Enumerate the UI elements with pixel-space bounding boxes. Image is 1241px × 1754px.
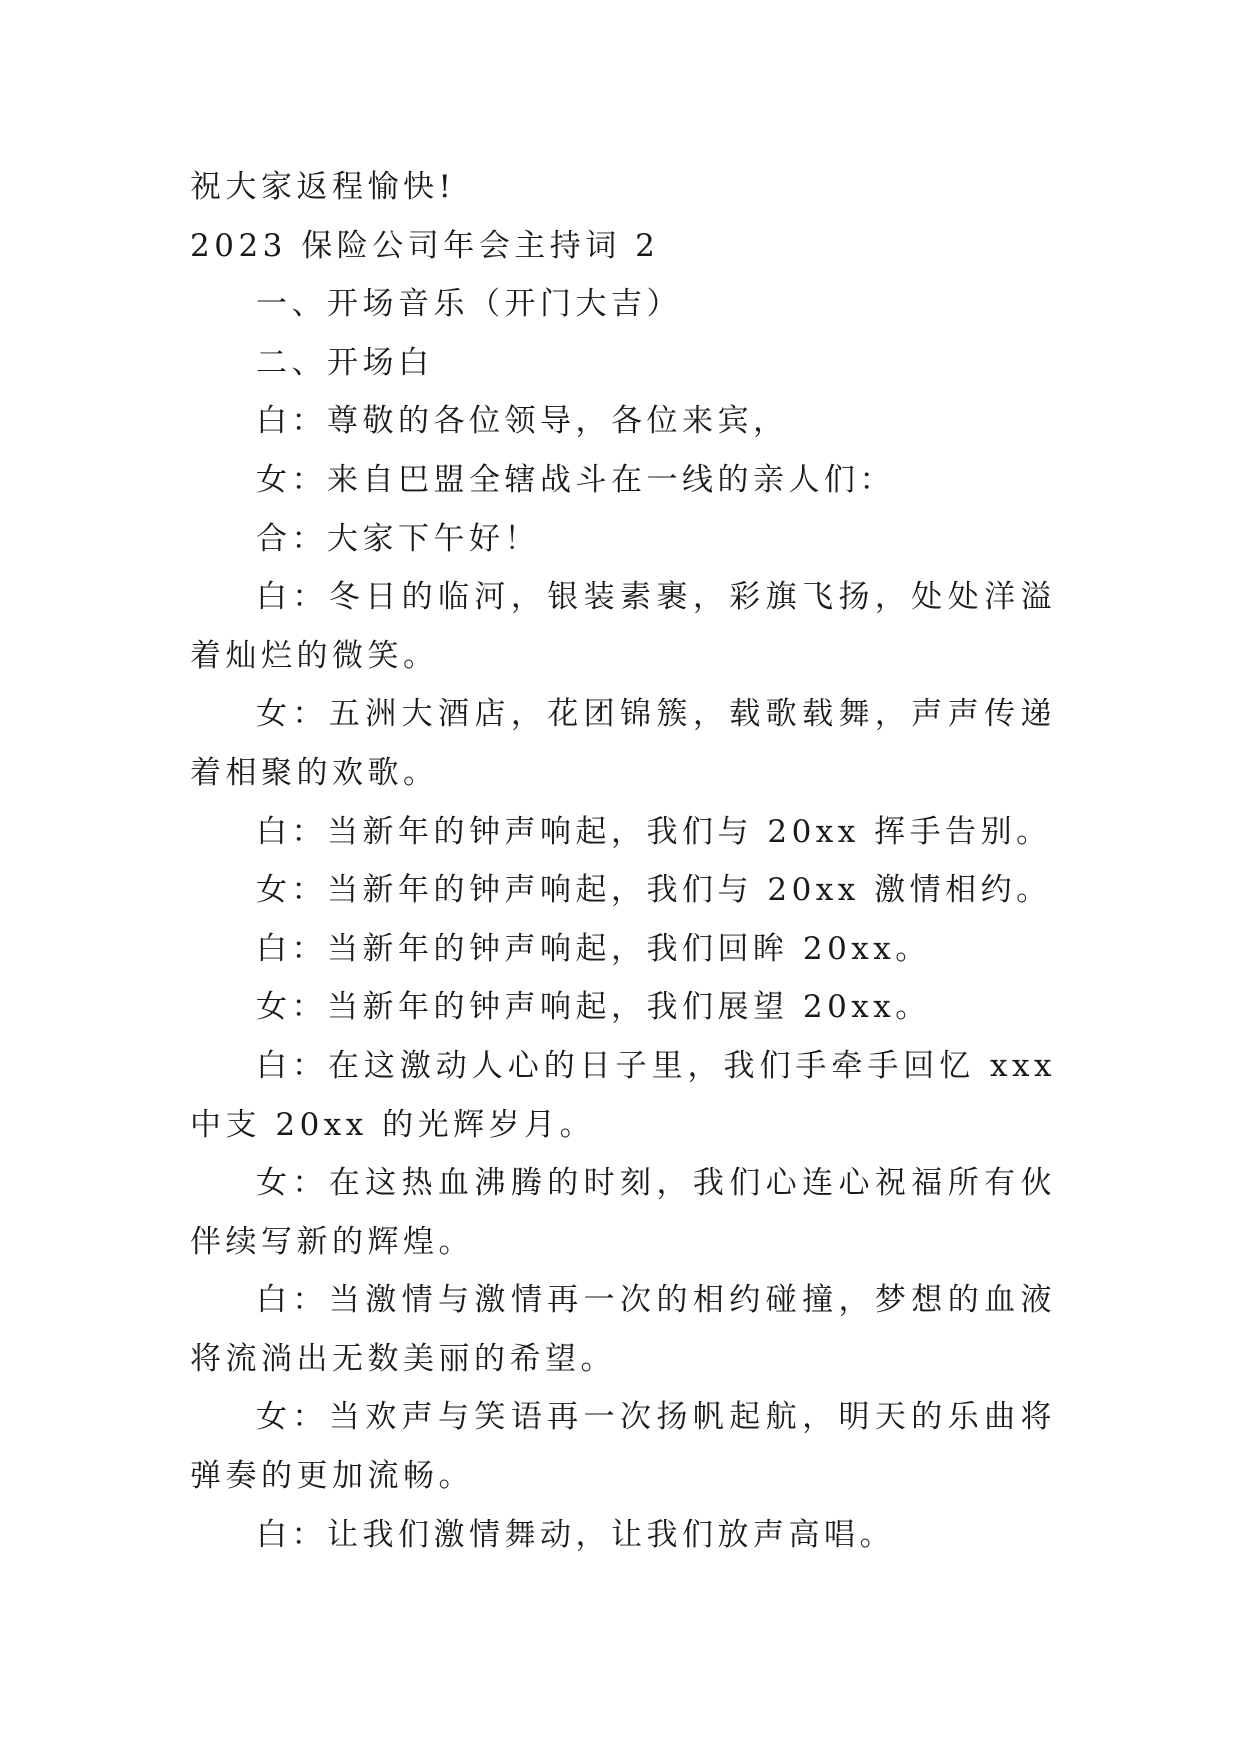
- dialogue-line: 白：当新年的钟声响起，我们与 20xx 挥手告别。: [256, 813, 1052, 850]
- dialogue-line: 合：大家下午好！: [256, 520, 540, 557]
- dialogue-line: 女：当新年的钟声响起，我们展望 20xx。: [256, 989, 931, 1026]
- closing-line: 祝大家返程愉快!: [190, 169, 456, 205]
- dialogue-line: 女：当新年的钟声响起，我们与 20xx 激情相约。: [256, 872, 1052, 909]
- dialogue-line: 白：当激情与激情再一次的相约碰撞，梦想的血液将流淌出无数美丽的希望。: [190, 1282, 1056, 1377]
- dialogue-line: 白：尊敬的各位领导，各位来宾，: [256, 403, 789, 440]
- dialogue-line: 女：来自巴盟全辖战斗在一线的亲人们：: [256, 461, 895, 498]
- item-opening-music: 一、开场音乐（开门大吉）: [256, 286, 682, 323]
- section-title: 2023 保险公司年会主持词 2: [190, 227, 660, 264]
- dialogue-line: 女：当欢声与笑语再一次扬帆起航，明天的乐曲将弹奏的更加流畅。: [190, 1399, 1056, 1495]
- document-page: [190, 158, 1056, 1564]
- dialogue-line: 白：在这激动人心的日子里，我们手牵手回忆 xxx 中支 20xx 的光辉岁月。: [190, 1047, 1056, 1143]
- dialogue-line: 女：五洲大酒店，花团锦簇，载歌载舞，声声传递着相聚的欢歌。: [190, 696, 1056, 791]
- dialogue-line: 女：在这热血沸腾的时刻，我们心连心祝福所有伙伴续写新的辉煌。: [190, 1165, 1056, 1260]
- dialogue-line: 白：冬日的临河，银装素裹，彩旗飞扬，处处洋溢着灿烂的微笑。: [190, 579, 1056, 674]
- item-opening-speech: 二、开场白: [256, 344, 434, 381]
- dialogue-line: 白：让我们激情舞动，让我们放声高唱。: [256, 1516, 895, 1553]
- dialogue-line: 白：当新年的钟声响起，我们回眸 20xx。: [256, 930, 931, 967]
